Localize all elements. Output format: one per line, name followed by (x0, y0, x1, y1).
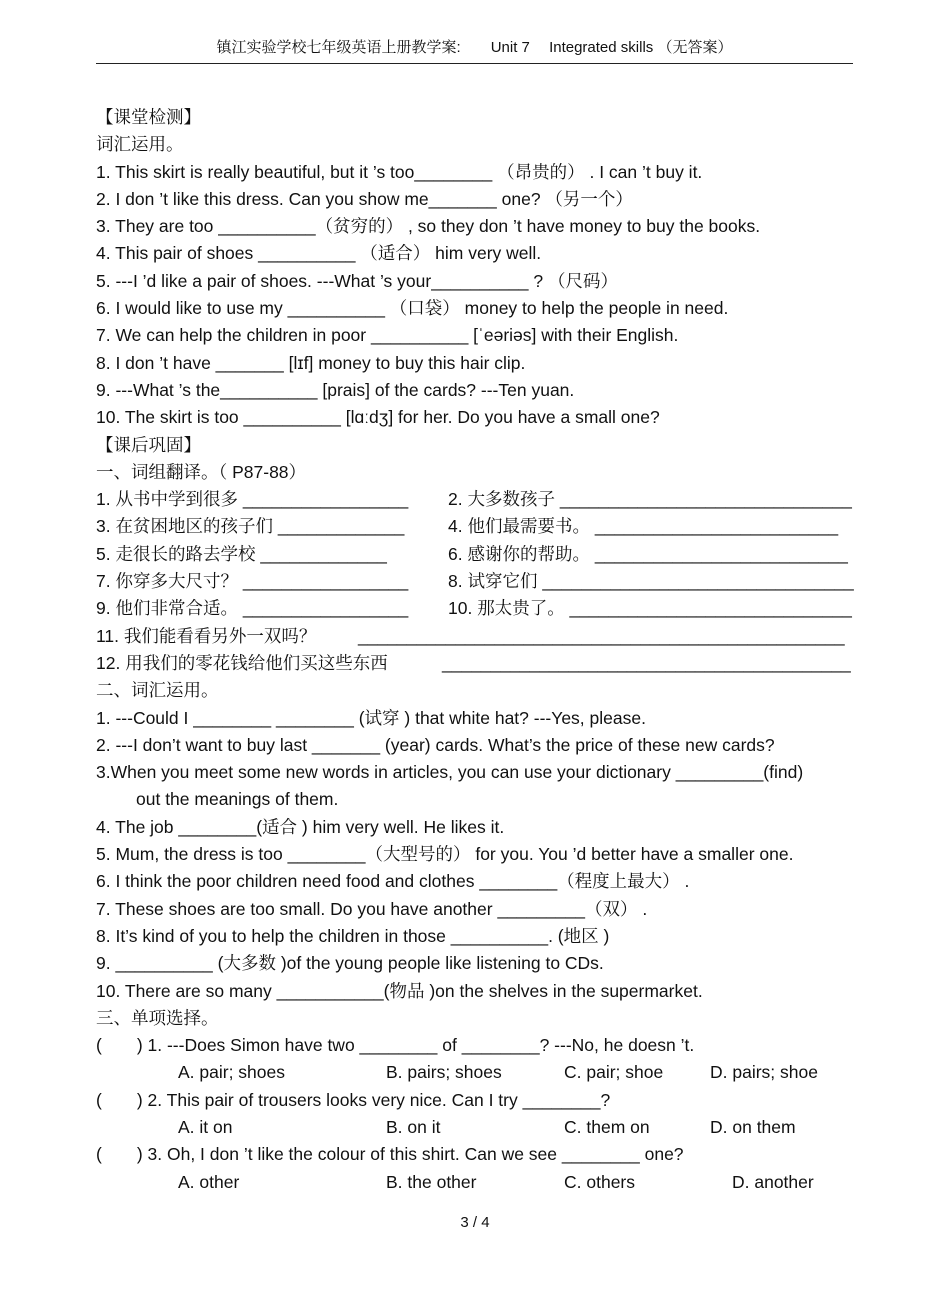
translation-item: 1. 从书中学到很多 _________________ (96, 489, 409, 510)
mc-question: ( ) 1. ---Does Simon have two ________ of ________? ---No, he doesn ’t. (96, 1035, 695, 1056)
vocab-exercise: 2. ---I don’t want to buy last _______ (year) cards. What’s the price of these new cards? (96, 734, 775, 755)
mc-option: B. pairs; shoes (386, 1062, 502, 1083)
vocab-item: 10. The skirt is too __________ [lɑːdʒ] for her. Do you have a small one? (96, 407, 660, 428)
translation-item: 9. 他们非常合适。 _________________ (96, 598, 409, 619)
vocab-exercise: 4. The job ________(适合 ) him very well. He likes it. (96, 816, 505, 837)
mc-option: B. the other (386, 1171, 477, 1192)
mc-option: C. them on (564, 1116, 650, 1137)
mc-option: C. others (564, 1171, 635, 1192)
translation-item: 5. 走很长的路去学校 _____________ (96, 543, 387, 564)
mc-option: A. other (178, 1171, 240, 1192)
section-title-after-class: 【课后巩固】 (96, 434, 201, 455)
mc-option: D. pairs; shoe (710, 1062, 818, 1083)
vocab-exercise: 3.When you meet some new words in articles, you can use your dictionary _________(find) (96, 762, 804, 783)
vocab-exercise: 9. __________ (大多数 )of the young people like listening to CDs. (96, 953, 604, 974)
answer-blank: __________________________________________ (442, 652, 851, 673)
section-subtitle-vocab: 词汇运用。 (96, 134, 184, 155)
vocab-exercise: 1. ---Could I ________ ________ (试穿 ) that white hat? ---Yes, please. (96, 707, 646, 728)
translation-row (96, 486, 886, 513)
mc-question: ( ) 2. This pair of trousers looks very nice. Can I try ________? (96, 1089, 611, 1110)
vocab-exercise-continued: out the meanings of them. (136, 789, 339, 810)
page-header: 镇江实验学校七年级英语上册教学案: Unit 7 Integrated skills （无答案） (96, 36, 853, 64)
vocab-exercise: 5. Mum, the dress is too ________（大型号的） for you. You ’d better have a smaller one. (96, 844, 794, 865)
section-title-classroom-check: 【课堂检测】 (96, 107, 201, 127)
vocab-exercise: 7. These shoes are too small. Do you have another _________（双） . (96, 898, 648, 919)
mc-option: B. on it (386, 1116, 441, 1137)
vocab-exercise: 10. There are so many ___________(物品 )on the shelves in the supermarket. (96, 980, 703, 1001)
vocab-item: 1. This skirt is really beautiful, but it ’s too________ （昂贵的） . I can ’t buy it. (96, 161, 703, 182)
translation-row (96, 513, 886, 540)
vocab-item: 8. I don ’t have _______ [lɪf] money to buy this hair clip. (96, 352, 526, 373)
part-title-multiple-choice: 三、单项选择。 (96, 1007, 219, 1028)
translation-row (96, 568, 886, 595)
page-number: 3 / 4 (460, 1214, 490, 1231)
mc-options (96, 1114, 886, 1141)
vocab-exercise: 8. It’s kind of you to help the children in those __________. (地区 ) (96, 925, 610, 946)
translation-item: 7. 你穿多大尺寸？ _________________ (96, 571, 409, 592)
mc-question: ( ) 3. Oh, I don ’t like the colour of this shirt. Can we see ________ one? (96, 1144, 684, 1165)
translation-item: 11. 我们能看看另外一双吗？ (96, 625, 317, 646)
mc-option: A. it on (178, 1116, 233, 1137)
answer-blank: __________________________________________________ (358, 625, 845, 646)
translation-item: 12. 用我们的零花钱给他们买这些东西 (96, 652, 388, 673)
vocab-item: 2. I don ’t like this dress. Can you show me_______ one? （另一个） (96, 188, 633, 209)
vocab-item: 6. I would like to use my __________ （口袋） money to help the people in need. (96, 298, 729, 319)
translation-item: 4. 他们最需要书。 _________________________ (448, 516, 839, 537)
mc-options (96, 1169, 886, 1196)
translation-row (96, 623, 886, 650)
mc-options (96, 1059, 886, 1086)
vocab-item: 3. They are too __________（贫穷的） , so they don ’t have money to buy the books. (96, 216, 761, 237)
translation-item: 2. 大多数孩子 ______________________________ (448, 489, 852, 510)
mc-option: D. another (732, 1171, 814, 1192)
translation-item: 6. 感谢你的帮助。 __________________________ (448, 543, 848, 564)
translation-item: 8. 试穿它们 ________________________________ (448, 571, 854, 592)
part-title-phrase-translation: 一、词组翻译。（ P87-88） (96, 461, 307, 482)
mc-option: D. on them (710, 1116, 796, 1137)
part-title-vocab-use: 二、词汇运用。 (96, 680, 219, 701)
worksheet-content (96, 104, 886, 1196)
translation-item: 10. 那太贵了。 _____________________________ (448, 598, 852, 619)
translation-row (96, 595, 886, 622)
vocab-item: 5. ---I ’d like a pair of shoes. ---What ’s your__________ ? （尺码） (96, 270, 618, 291)
vocab-item: 4. This pair of shoes __________ （适合） him very well. (96, 243, 542, 264)
vocab-item: 9. ---What ’s the__________ [prais] of the cards? ---Ten yuan. (96, 379, 575, 400)
mc-option: A. pair; shoes (178, 1062, 285, 1083)
vocab-item: 7. We can help the children in poor __________ [ˈeəriəs] with their English. (96, 325, 679, 346)
mc-option: C. pair; shoe (564, 1062, 664, 1083)
translation-row (96, 650, 886, 677)
vocab-exercise: 6. I think the poor children need food and clothes ________（程度上最大） . (96, 871, 690, 892)
translation-row (96, 541, 886, 568)
translation-item: 3. 在贫困地区的孩子们 _____________ (96, 516, 405, 537)
